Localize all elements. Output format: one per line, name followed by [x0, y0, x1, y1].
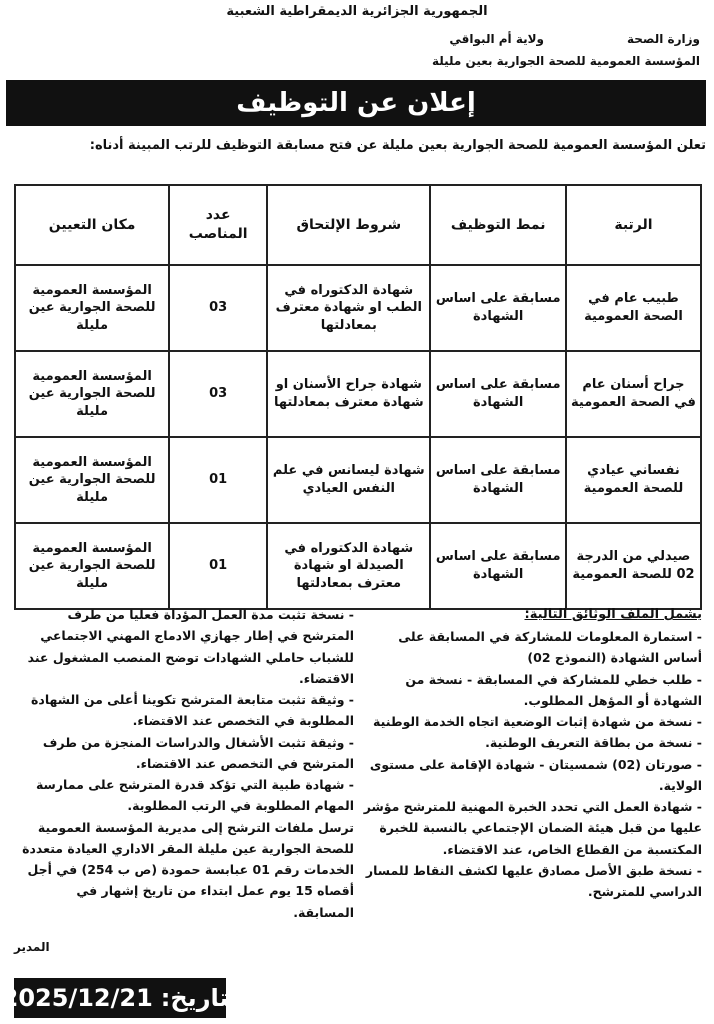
documents-left-column	[14, 604, 354, 923]
header-count: عدد المناصب	[169, 185, 267, 265]
header-place: مكان التعيين	[15, 185, 169, 265]
ministry-name: وزارة الصحة	[626, 32, 700, 46]
document-header	[0, 0, 714, 80]
cell-count: 03	[169, 351, 267, 437]
date-label: بتاريخ:	[160, 984, 239, 1012]
cell-conditions: شهادة جراح الأسنان او شهادة معترف بمعادلتها	[267, 351, 430, 437]
list-item: - نسخة طبق الأصل مصادق عليها لكشف النقاط للمسار الدراسي للمترشح.	[365, 862, 702, 900]
list-item: - نسخة من شهادة إثبات الوضعية اتجاه الخدمة الوطنية	[373, 714, 702, 730]
cell-count: 03	[169, 265, 267, 351]
header-conditions: شروط الإلتحاق	[267, 185, 430, 265]
wilaya-name: ولاية أم البواقي	[449, 32, 544, 46]
list-item: - طلب خطي للمشاركة في المسابقة - نسخة من الشهادة أو المؤهل المطلوب.	[405, 671, 702, 708]
cell-place: المؤسسة العمومية للصحة الجوارية عين مليلة	[15, 523, 169, 609]
documents-heading: يشمل الملف الوثائق التالية:	[524, 607, 702, 622]
cell-place: المؤسسة العمومية للصحة الجوارية عين مليلة	[15, 437, 169, 523]
cell-place: المؤسسة العمومية للصحة الجوارية عين مليلة	[15, 265, 169, 351]
cell-place: المؤسسة العمومية للصحة الجوارية عين مليلة	[15, 351, 169, 437]
cell-count: 01	[169, 523, 267, 609]
cell-mode: مسابقة على اساس الشهادة	[430, 523, 565, 609]
list-item: - شهادة العمل التي تحدد الخبرة المهنية للمترشح مؤشر عليها من قبل هيئة الضمان الإجتماعي بالنسبة للخبرة المكتسبة من القطاع الخاص، عند الاقتضاء.	[363, 799, 702, 857]
submission-note: ترسل ملفات الترشح إلى مديرية المؤسسة العمومية للصحة الجوارية عين مليلة المقر الاداري العيادة متعددة الخدمات رقم 01 عبابسة حمودة (ص ب 254) في أجل أقصاه 15 يوم عمل ابتداء من تاريخ إشهار في المسابقة.	[22, 819, 354, 920]
institution-name: المؤسسة العمومية للصحة الجوارية بعين مليلة	[431, 54, 700, 68]
cell-rank: طبيب عام في الصحة العمومية	[566, 265, 701, 351]
table-header-row	[15, 185, 701, 265]
signature-label: المدير	[14, 940, 50, 954]
cell-rank: نفساني عيادي للصحة العمومية	[566, 437, 701, 523]
table-row	[15, 351, 701, 437]
list-item: - نسخة من بطاقة التعريف الوطنية.	[485, 735, 702, 751]
republic-title: الجمهورية الجزائرية الديمقراطية الشعبية	[226, 4, 488, 19]
list-item: - استمارة المعلومات للمشاركة في المسابقة على أساس الشهادة (النموذج 02)	[398, 629, 702, 666]
list-item: - شهادة طبية التي تؤكد قدرة المترشح على ممارسة المهام المطلوبة في الرتب المطلوبة.	[35, 777, 354, 814]
header-rank: الرتبة	[566, 185, 701, 265]
cell-mode: مسابقة على اساس الشهادة	[430, 437, 565, 523]
list-item: - صورتان (02) شمسيتان - شهادة الإقامة على مستوى الولاية.	[369, 756, 702, 793]
documents-right-column	[362, 604, 702, 902]
table-row	[15, 265, 701, 351]
header-mode: نمط التوظيف	[430, 185, 565, 265]
announcement-banner: إعلان عن التوظيف	[6, 80, 706, 126]
cell-mode: مسابقة على اساس الشهادة	[430, 351, 565, 437]
list-item: - نسخة تثبت مدة العمل المؤداة فعليا من طرف المترشح في إطار جهازي الادماج المهني الاجتماعي للشباب حاملي الشهادات توضح المنصب المشغول عند الاقتضاء.	[27, 607, 354, 686]
table-row	[15, 437, 701, 523]
cell-rank: صيدلي من الدرجة 02 للصحة العمومية	[566, 523, 701, 609]
list-item: - وثيقة تثبت الأشغال والدراسات المنجزة من طرف المترشح في التخصص عند الاقتضاء.	[42, 734, 354, 771]
cell-conditions: شهادة الدكتوراه في الطب او شهادة معترف بمعادلتها	[267, 265, 430, 351]
recruitment-table	[14, 184, 702, 610]
date-box	[1, 978, 239, 1018]
list-item: - وثيقة تثبت متابعة المترشح تكوينا أعلى من الشهادة المطلوبة في التخصص عند الاقتضاء.	[31, 692, 354, 729]
intro-text: تعلن المؤسسة العمومية للصحة الجوارية بعين مليلة عن فتح مسابقة التوظيف للرتب المبينة أدناه:	[89, 138, 706, 153]
cell-count: 01	[169, 437, 267, 523]
cell-rank: جراح أسنان عام في الصحة العمومية	[566, 351, 701, 437]
table-row	[15, 523, 701, 609]
cell-mode: مسابقة على اساس الشهادة	[430, 265, 565, 351]
cell-conditions: شهادة ليسانس في علم النفس العيادي	[267, 437, 430, 523]
cell-conditions: شهادة الدكتوراه في الصيدلة او شهادة معترف بمعادلتها	[267, 523, 430, 609]
documents-section	[14, 604, 702, 964]
date-value: 2025/12/21	[1, 984, 153, 1012]
